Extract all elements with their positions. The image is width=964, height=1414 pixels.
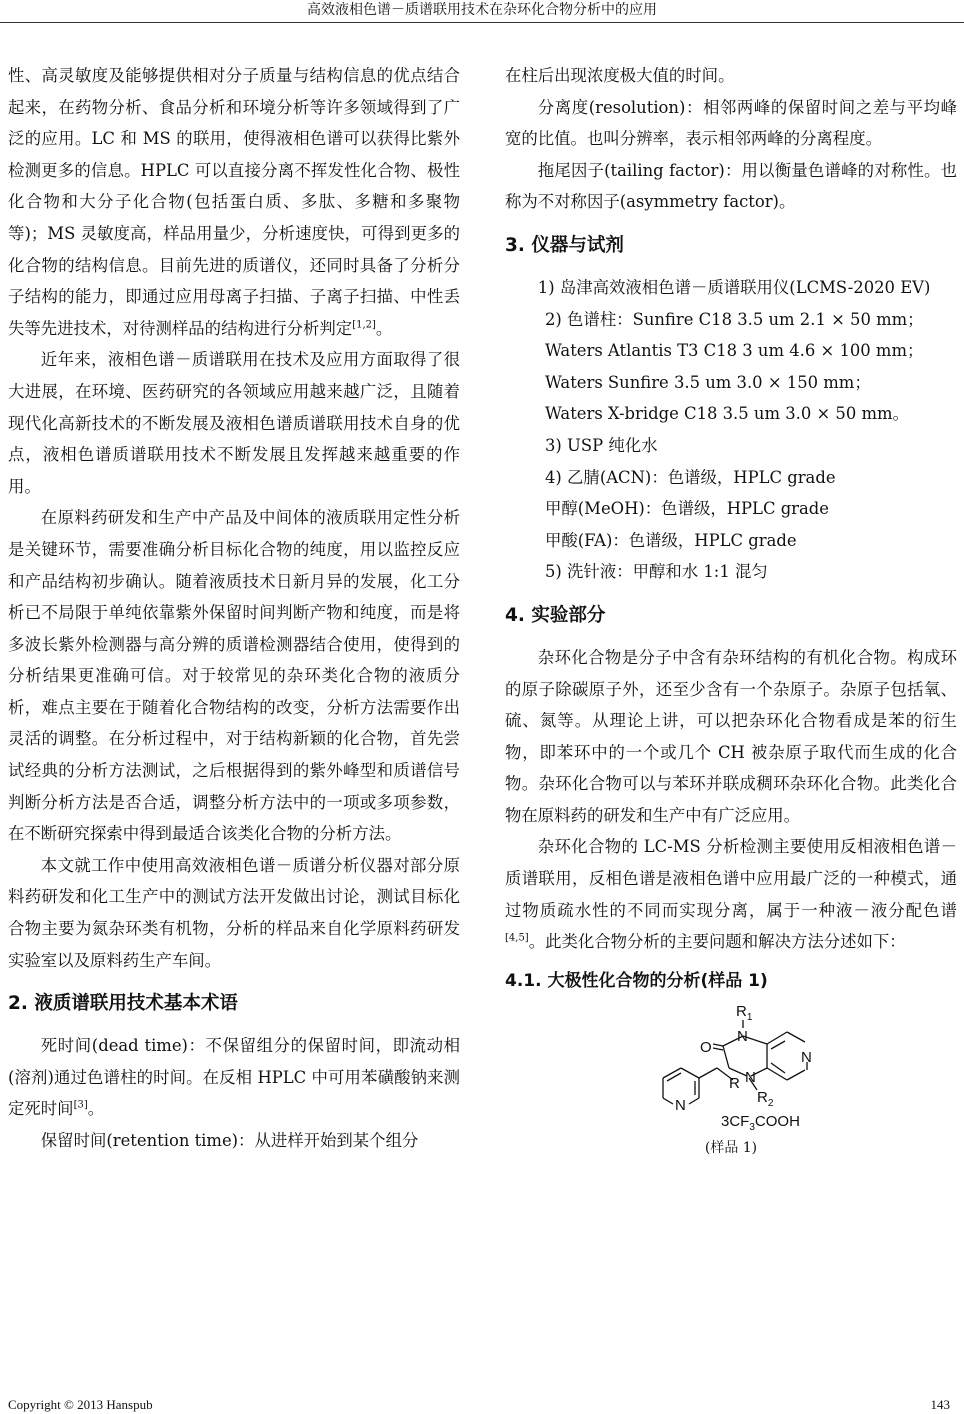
running-header xyxy=(0,0,964,23)
paragraph: 在原料药研发和生产中产品及中间体的液质联用定性分析是关键环节，需要准确分析目标化合物的纯度，用以监控反应和产品结构初步确认。随着液质技术日新月异的发展，化工分析已不局限于单纯依靠紫外保留时间判断产物和纯度，而是将多波长紫外检测器与高分辨的质谱检测器结合使用，使得到的分析结果更准确可信。对于较常见的杂环类化合物的液质分析，难点主要在于随着化合物结构的改变，分析方法需要作出灵活的调整。在分析过程中，对于结构新颖的化合物，首先尝试经典的分析方法测试，之后根据得到的紫外峰型和质谱信号判断分析方法是否合适，调整分析方法中的一项或多项参数，在不断研究探索中得到最适合该类化合物的分析方法。 xyxy=(8,508,460,844)
paragraph: 杂环化合物的 LC-MS 分析检测主要使用反相液相色谱－质谱联用，反相色谱是液相色谱中应用最广泛的一种模式，通过物质疏水性的不同而实现分离，属于一种液－液分配色谱[4,5]。此类化合物分析的主要问题和解决方法分述如下： xyxy=(505,837,957,952)
chem-label-r: R xyxy=(729,1074,740,1092)
list-item: 甲醇(MeOH)：色谱级，HPLC grade xyxy=(545,499,829,519)
chem-label-n: N xyxy=(745,1068,756,1086)
list-item: Waters Atlantis T3 C18 3 um 4.6 × 100 mm； xyxy=(545,341,924,361)
list-item: 1) 岛津高效液相色谱－质谱联用仪(LCMS-2020 EV) xyxy=(537,277,931,297)
paragraph: 杂环化合物是分子中含有杂环结构的有机化合物。构成环的原子除碳原子外，还至少含有一个杂原子。杂原子包括氧、硫、氮等。从理论上讲，可以把杂环化合物看成是苯的衍生物，即苯环中的一个或几个 CH 被杂原子取代而生成的化合物。杂环化合物可以与苯环并联成稠环杂环化合物。此类化合物在原料药的研发和生产中有广泛应用。 xyxy=(505,647,957,825)
page-footer xyxy=(0,1396,964,1414)
chem-label-o: O xyxy=(700,1038,712,1056)
chemical-structure-figure xyxy=(505,998,957,1158)
chem-label-r1: $R_1$ xyxy=(736,1002,753,1023)
section-heading: 4. 实验部分 xyxy=(505,604,606,626)
chem-label-n: N xyxy=(737,1027,748,1045)
list-item: 5) 洗针液：甲醇和水 1:1 混匀 xyxy=(545,562,768,582)
chemical-structure xyxy=(625,998,845,1138)
paragraph: 保留时间(retention time)：从进样开始到某个组分 xyxy=(40,1131,419,1150)
subsection-heading: 4.1. 大极性化合物的分析(样品 1) xyxy=(505,970,768,991)
paragraph: 近年来，液相色谱－质谱联用在技术及应用方面取得了很大进展，在环境、医药研究的各领域应用越来越广泛，且随着现代化高新技术的不断发展及液相色谱质谱联用技术自身的优点，液相色谱质谱联用技术不断发展且发挥越来越重要的作用。 xyxy=(8,350,460,496)
list-item: 3) USP 纯化水 xyxy=(545,435,658,455)
paragraph: 死时间(dead time)：不保留组分的保留时间，即流动相(溶剂)通过色谱柱的时间。在反相 HPLC 中可用苯磺酸钠来测定死时间[3]。 xyxy=(8,1036,460,1119)
left-column xyxy=(8,60,460,1157)
paragraph: 分离度(resolution)：相邻两峰的保留时间之差与平均峰宽的比值。也叫分辨率，表示相邻两峰的分离程度。 xyxy=(505,97,957,149)
list-item: 甲酸(FA)：色谱级，HPLC grade xyxy=(545,530,797,550)
figure-caption: (样品 1) xyxy=(704,1139,758,1156)
chem-label-r2: $R_2$ xyxy=(757,1088,774,1109)
list-item: 2) 色谱柱：Sunfire C18 3.5 um 2.1 × 50 mm； xyxy=(545,309,924,329)
citation: [1,2] xyxy=(352,319,376,331)
paragraph: 在柱后出现浓度极大值的时间。 xyxy=(505,66,735,85)
paragraph: 性、高灵敏度及能够提供相对分子质量与结构信息的优点结合起来，在药物分析、食品分析和环境分析等许多领域得到了广泛的应用。LC 和 MS 的联用，使得液相色谱可以获得比紫外检测更多的信息。HPLC 可以直接分离不挥发性化合物、极性化合物和大分子化合物(包括蛋白质、多肽、多糖和多聚物等)；MS 灵敏度高，样品用量少，分析速度快，可得到更多的化合物的结构信息。目前先进的质谱仪，还同时具备了分析分子结构的能力，即通过应用母离子扫描、子离子扫描、中性丢失等先进技术，对待测样品的结构进行分析判定[1,2]。 xyxy=(8,66,460,338)
citation: [4,5] xyxy=(505,932,529,944)
list-item: 4) 乙腈(ACN)：色谱级，HPLC grade xyxy=(545,467,836,487)
section-heading: 3. 仪器与试剂 xyxy=(505,234,624,256)
right-column xyxy=(505,60,957,1158)
copyright-text: Copyright © 2013 Hanspub xyxy=(8,1397,153,1412)
page-number: 143 xyxy=(930,1397,950,1412)
list-item: Waters Sunfire 3.5 um 3.0 × 150 mm； xyxy=(545,372,871,392)
paragraph: 拖尾因子(tailing factor)：用以衡量色谱峰的对称性。也称为不对称因子(asymmetry factor)。 xyxy=(505,160,957,212)
list-item: Waters X-bridge C18 3.5 um 3.0 × 50 mm。 xyxy=(545,404,909,424)
chem-label-n: N xyxy=(801,1048,812,1066)
section-heading: 2. 液质谱联用技术基本术语 xyxy=(8,993,238,1015)
chem-label-salt: $3CF_3COOH$ xyxy=(721,1112,800,1133)
chem-label-n: N xyxy=(675,1096,686,1114)
header-title: 高效液相色谱－质谱联用技术在杂环化合物分析中的应用 xyxy=(307,2,657,18)
citation: [3] xyxy=(73,1099,88,1111)
paragraph: 本文就工作中使用高效液相色谱－质谱分析仪器对部分原料药研发和化工生产中的测试方法开发做出讨论，测试目标化合物主要为氮杂环类有机物，分析的样品来自化学原料药研发实验室以及原料药生产车间。 xyxy=(8,855,460,970)
